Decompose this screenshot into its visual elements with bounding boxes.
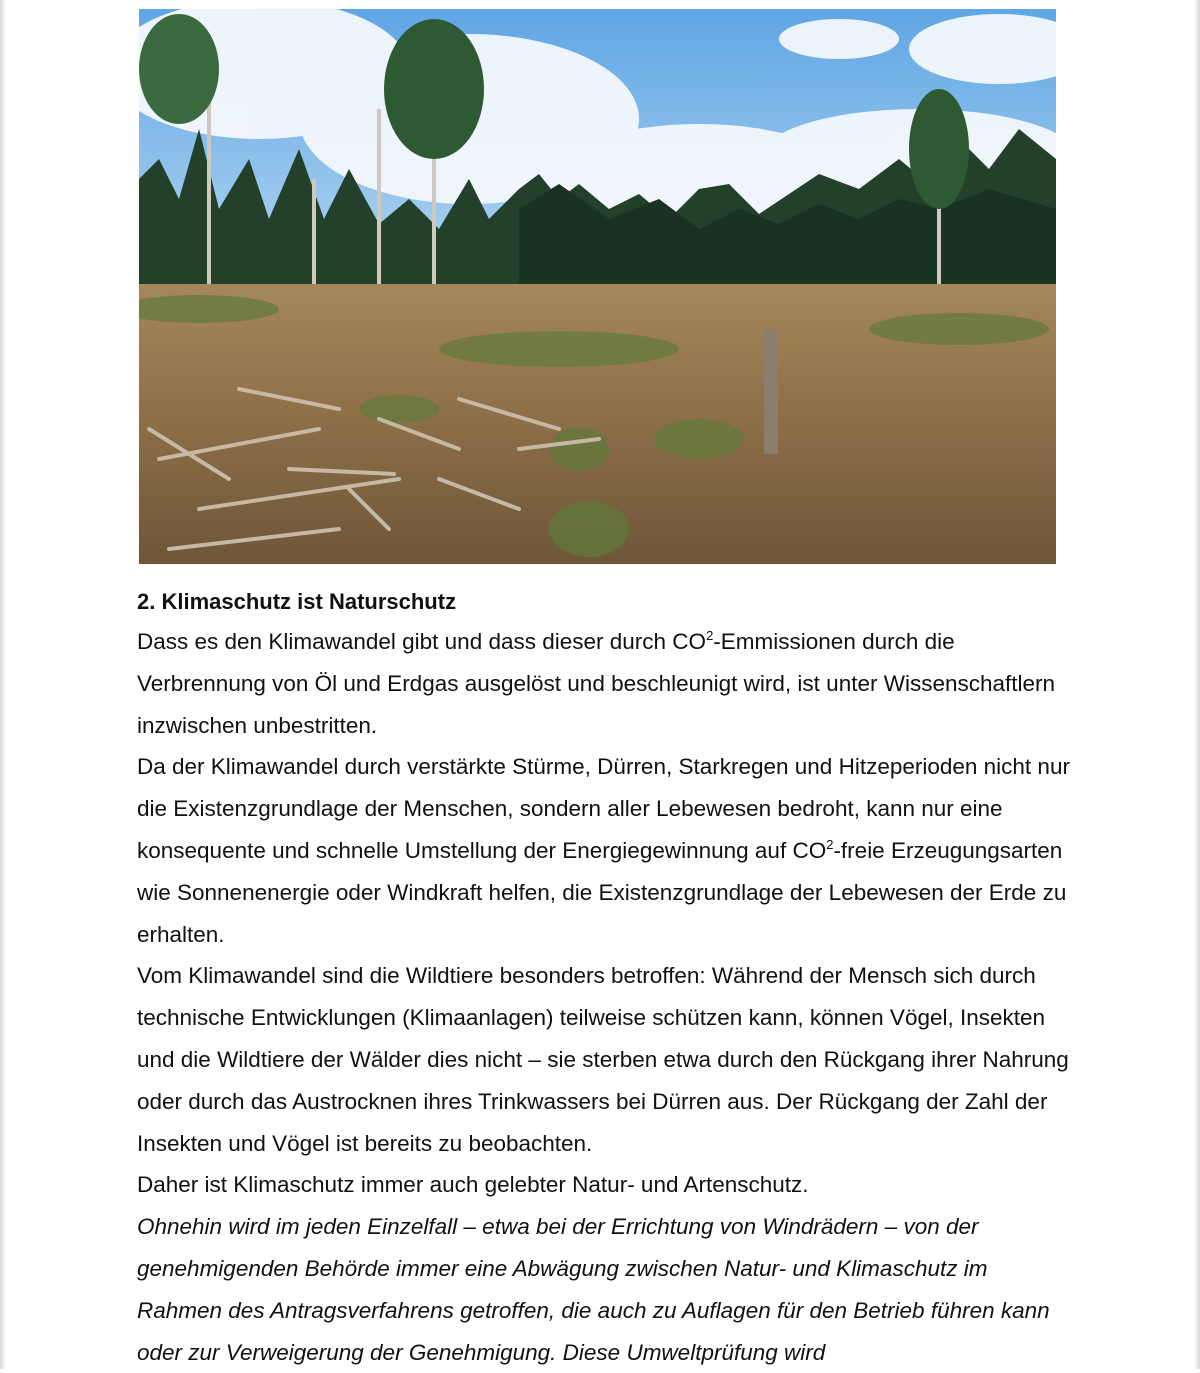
- page-shadow-right: [1194, 0, 1200, 1369]
- paragraph-conclusion: Daher ist Klimaschutz immer auch gelebter Natur- und Artenschutz.: [137, 1172, 809, 1198]
- p2-text-after: -freie Erzeugungsarten wie Sonnenenergie oder Windkraft helfen, die Existenzgrundlage der Lebewesen der Erde zu erhalten.: [137, 837, 1067, 947]
- section-heading: 2. Klimaschutz ist Naturschutz: [137, 589, 457, 614]
- article-section: [137, 583, 1077, 1373]
- paragraph-wildlife: Vom Klimawandel sind die Wildtiere besonders betroffen: Während der Mensch sich durch technische Entwicklungen (Klimaanlagen) teilweise schützen kann, können Vögel, Insekten und die Wildtiere der Wälder dies nicht – sie sterben etwa durch den Rückgang ihrer Nahrung oder durch das Austrocknen ihres Trinkwassers bei Dürren aus. Der Rückgang der Zahl der Insekten und Vögel ist bereits zu beobachten.: [137, 963, 1069, 1156]
- tree-stump: [764, 329, 778, 454]
- p1-subscript-2: 2: [706, 628, 714, 643]
- p2-text-before: Da der Klimawandel durch verstärkte Stürme, Dürren, Starkregen und Hitzeperioden nicht nur die Existenzgrundlage der Menschen, sondern aller Lebewesen bedroht, kann nur eine konsequente und schnelle Umstellung der Energiegewinnung auf CO: [137, 754, 1070, 863]
- forest-clearing-photo: [139, 9, 1056, 564]
- paragraph-permit-review: Ohnehin wird im jeden Einzelfall – etwa bei der Errichtung von Windrädern – von der genehmigenden Behörde immer eine Abwägung zwischen Natur- und Klimaschutz im Rahmen des Antragsverfahrens getroffen, die auch zu Auflagen für den Betrieb führen kann oder zur Verweigerung der Genehmigung. Diese Umweltprüfung wird: [137, 1214, 1050, 1365]
- paragraph-co2-cause: [137, 621, 1077, 746]
- p1-text-after: -Emmissionen durch die Verbrennung von Öl und Erdgas ausgelöst und beschleunigt wird, ist unter Wissenschaftlern inzwischen unbestritten.: [137, 629, 1056, 738]
- p2-subscript-2: 2: [826, 836, 834, 852]
- p1-text-before: Dass es den Klimawandel gibt und dass dieser durch CO: [137, 629, 707, 654]
- page-shadow-left: [0, 0, 6, 1369]
- paragraph-energy-transition: [137, 746, 1077, 955]
